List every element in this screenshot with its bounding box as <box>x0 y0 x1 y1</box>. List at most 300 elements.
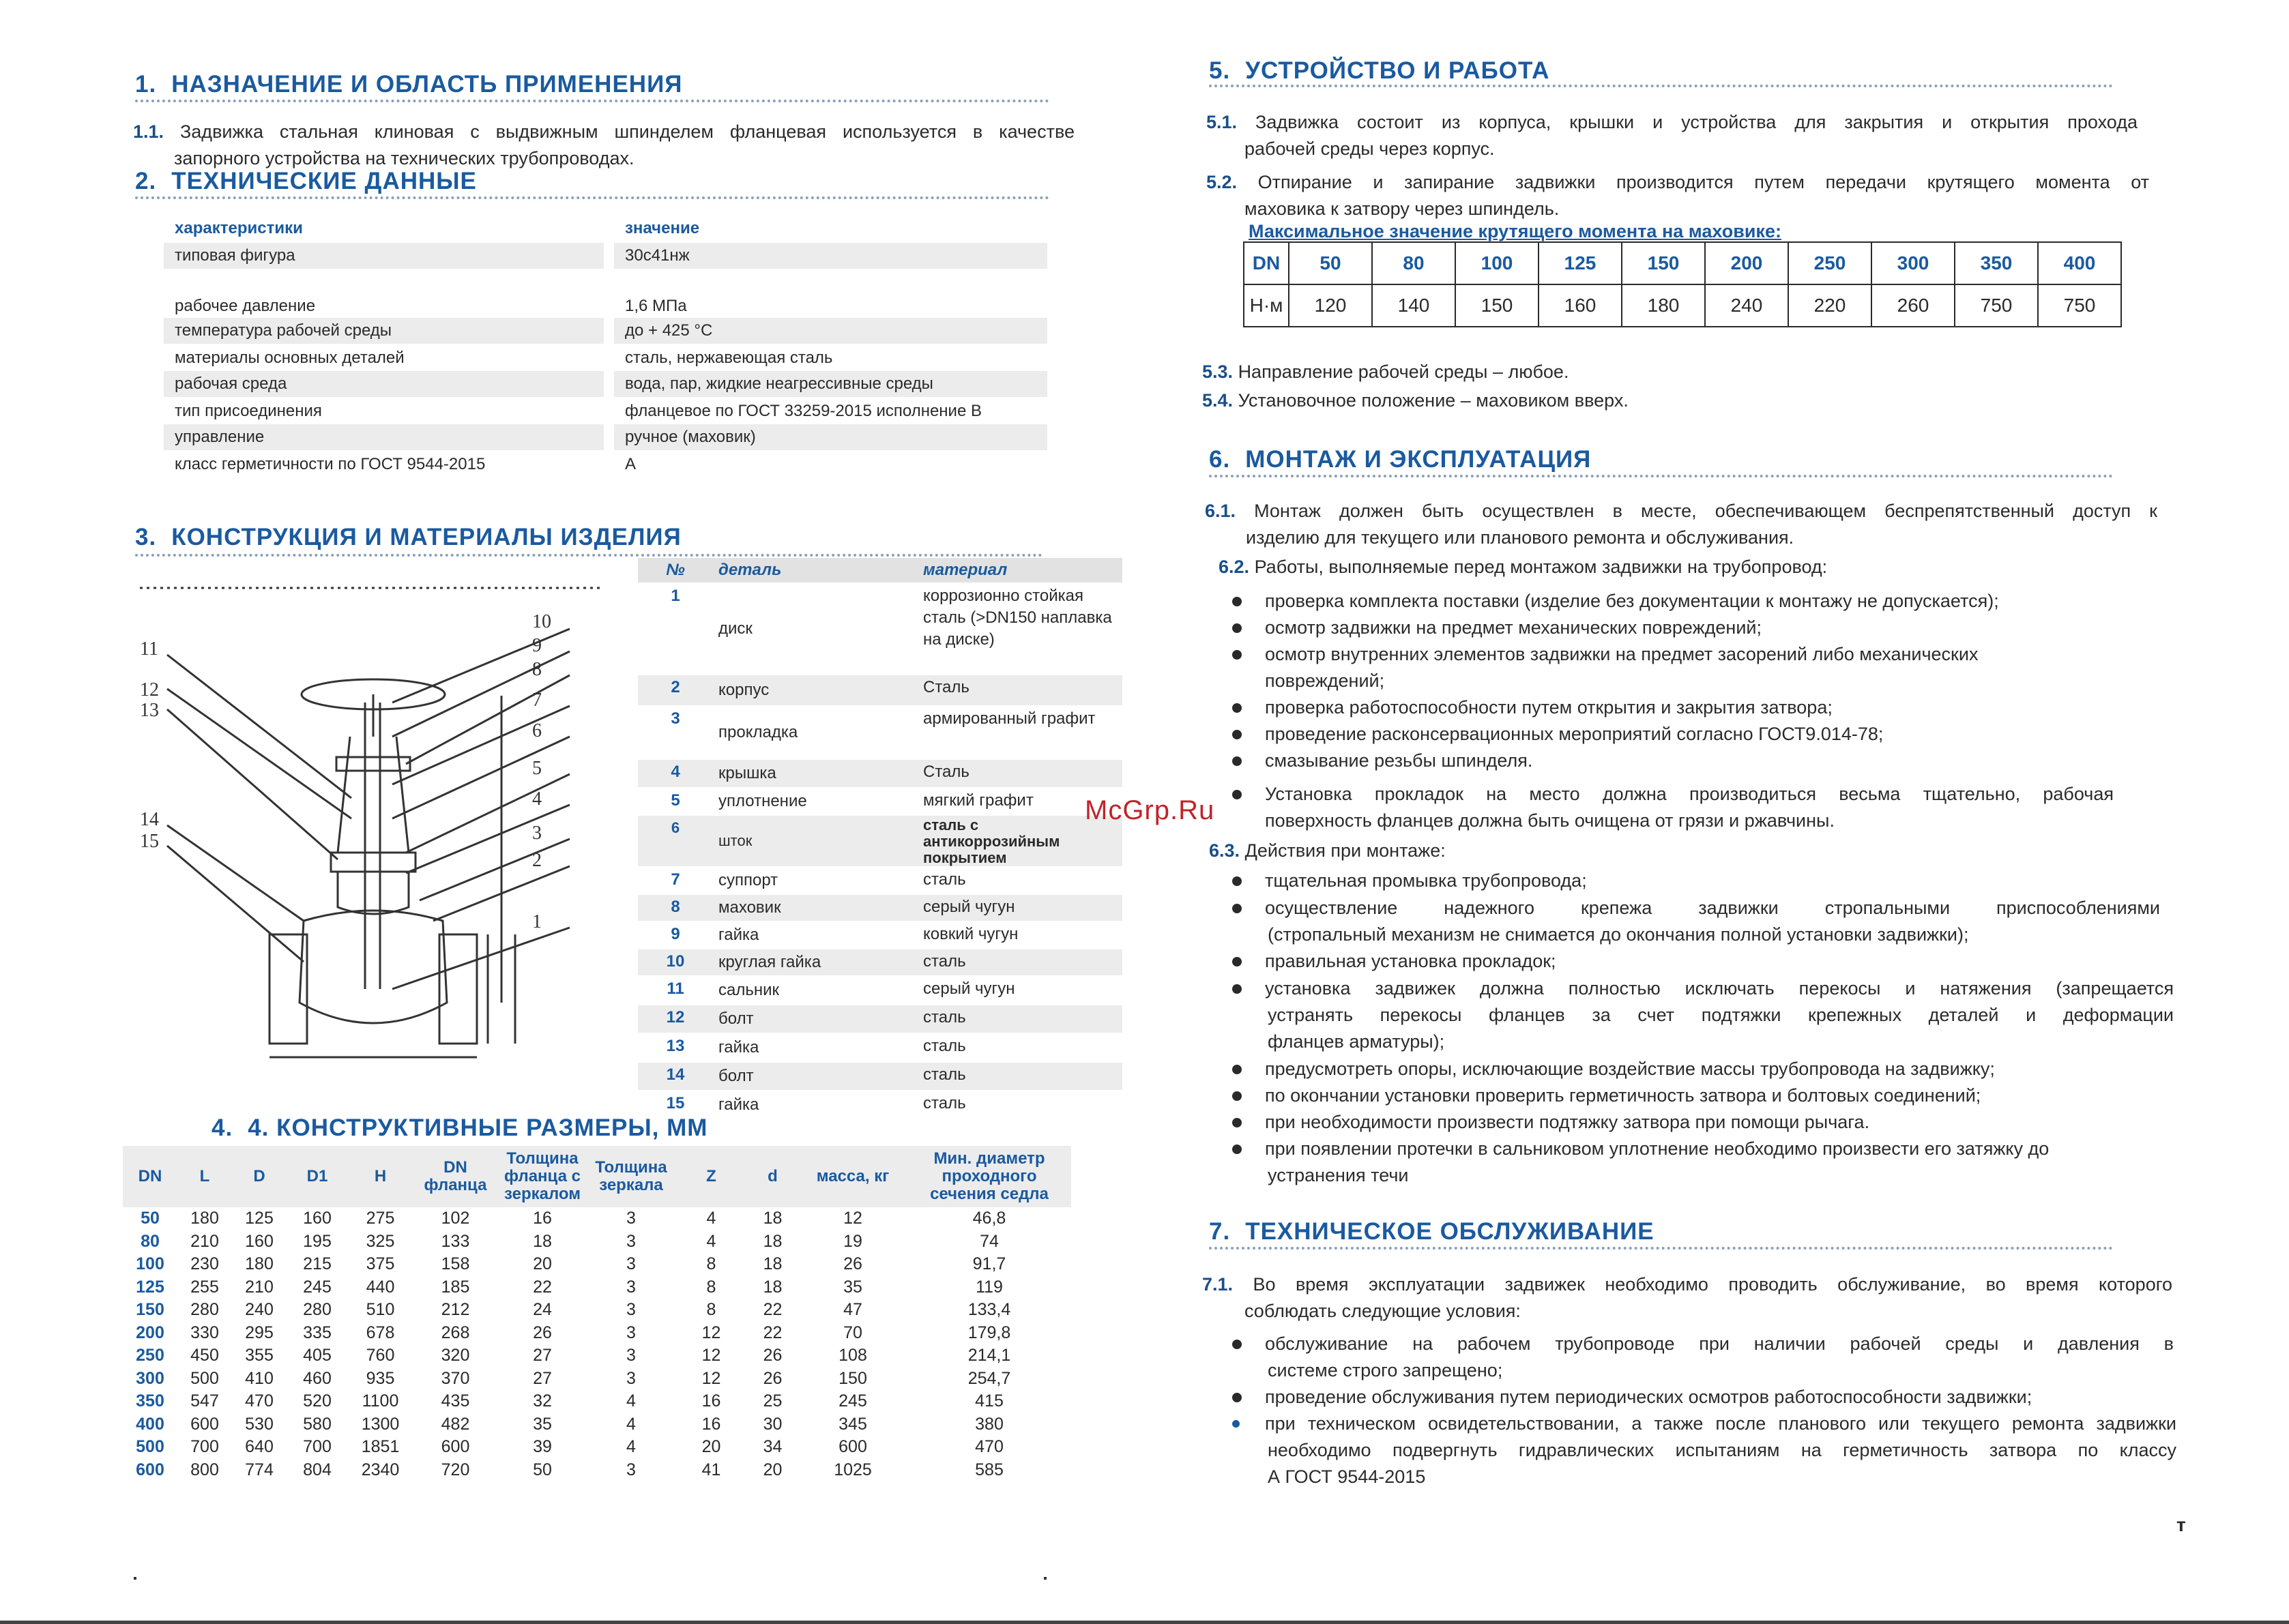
table-cell: 70 <box>843 1323 862 1342</box>
divider <box>1209 85 2113 87</box>
table-cell: 410 <box>245 1368 274 1388</box>
drawing-label: 10 <box>532 611 551 632</box>
table-cell: 1025 <box>834 1460 872 1479</box>
cell: сталь <box>923 1037 966 1055</box>
table-cell: 1100 <box>362 1391 399 1411</box>
table-row <box>164 398 1047 424</box>
table-cell: 240 <box>1705 284 1788 327</box>
list-item-text: Установка прокладок на место должна производиться весьма тщательно, рабочая <box>1265 784 2114 804</box>
table-row <box>123 1436 1071 1459</box>
drawing-label: 7 <box>532 690 542 711</box>
section-4-heading <box>212 1114 708 1142</box>
table-cell: 600 <box>190 1414 219 1434</box>
table-row <box>638 584 1122 675</box>
table-cell: 510 <box>366 1300 395 1320</box>
list-item: предусмотреть опоры, исключающие воздействие массы трубопровода на задвижку; <box>1265 1059 1995 1079</box>
section-number: 3. <box>135 524 157 550</box>
cell: 11 <box>667 979 684 998</box>
header-cell: D <box>232 1146 287 1207</box>
clause-number: 5.2. <box>1206 172 1238 192</box>
table-cell: 160 <box>303 1209 332 1228</box>
table-cell: 220 <box>1788 284 1871 327</box>
cell: болт <box>718 1009 754 1028</box>
cell: 10 <box>666 952 685 971</box>
list-item-text: осмотр внутренних элементов задвижки на предмет засорений либо механических <box>1265 644 1979 664</box>
table-cell: 32 <box>533 1391 552 1411</box>
list-item <box>1265 641 1978 694</box>
drawing-label: 4 <box>532 788 542 810</box>
table-cell: 640 <box>245 1437 274 1457</box>
table-row <box>638 1005 1122 1034</box>
table-cell: 330 <box>190 1323 219 1342</box>
cell: корпус <box>718 681 770 699</box>
watermark: McGrp.Ru <box>1085 795 1215 825</box>
table-cell: 804 <box>303 1460 332 1479</box>
table-cell: 150 <box>136 1300 164 1320</box>
cell: материалы основных деталей <box>175 349 405 367</box>
header-cell: 400 <box>2038 242 2121 284</box>
cell: сталь с антикоррозийным покрытием <box>923 816 1060 866</box>
table-cell: 47 <box>843 1300 862 1320</box>
table-cell: 34 <box>763 1437 783 1457</box>
table-cell: 158 <box>441 1254 470 1274</box>
bullet-icon <box>1232 756 1242 766</box>
cell: мягкий графит <box>923 791 1034 810</box>
list-item: проведение обслуживания путем периодических осмотров работоспособности задвижки; <box>1265 1387 2032 1407</box>
cell: шток <box>718 832 753 849</box>
table-cell: 255 <box>190 1277 219 1297</box>
table-cell: 18 <box>763 1277 783 1297</box>
cell: рабочая среда <box>164 371 604 397</box>
table-cell: 20 <box>701 1437 721 1457</box>
table-row <box>638 922 1122 949</box>
paragraph-7-1 <box>1202 1271 2172 1325</box>
valve-drawing <box>133 580 611 1064</box>
table-row <box>638 707 1122 760</box>
table-cell: 8 <box>706 1277 716 1297</box>
cell: 15 <box>666 1094 685 1112</box>
table-cell: Н·м <box>1244 284 1289 327</box>
drawing-label: 11 <box>140 638 158 660</box>
table-cell: 22 <box>533 1277 552 1297</box>
list-item-text: необходимо подвергнуть гидравлических испытаниям на герметичность затвора по классу <box>1268 1440 2176 1460</box>
section-number: 4. <box>212 1114 233 1141</box>
table-cell: 4 <box>706 1209 716 1228</box>
table-cell: 41 <box>701 1460 721 1479</box>
list-item-text: поверхность фланцев должна быть очищена от грязи и ржавчины. <box>1265 810 1835 831</box>
table-cell: 3 <box>626 1231 636 1251</box>
table-cell: 30 <box>763 1414 783 1434</box>
cell: типовая фигура <box>164 243 604 269</box>
paragraph-5-3 <box>1202 359 1569 385</box>
bullet-icon <box>1232 876 1242 886</box>
table-cell: 74 <box>980 1231 999 1251</box>
cell: круглая гайка <box>718 953 821 971</box>
table-row <box>638 1063 1122 1091</box>
table-cell: 245 <box>839 1391 867 1411</box>
clause-text: запорного устройства на технических трубопроводах. <box>174 148 635 168</box>
cell: 8 <box>671 898 680 916</box>
section-5-heading <box>1209 57 1549 85</box>
bullet-icon <box>1232 597 1242 606</box>
table-row <box>638 949 1122 977</box>
section-1-heading <box>135 71 682 98</box>
table-row <box>638 868 1122 895</box>
clause-number: 6.1. <box>1205 501 1236 521</box>
table-cell: 12 <box>701 1368 721 1388</box>
table-cell: 212 <box>441 1300 470 1320</box>
table-cell: 380 <box>975 1414 1004 1434</box>
table-cell: 700 <box>303 1437 332 1457</box>
table-row <box>164 452 1047 479</box>
table-cell: 530 <box>245 1414 274 1434</box>
table-cell: 195 <box>303 1231 332 1251</box>
dot-mark <box>134 1577 136 1580</box>
table-cell: 26 <box>533 1323 552 1342</box>
table-row <box>123 1344 1071 1368</box>
cell: сталь <box>923 952 966 971</box>
section-number: 5. <box>1209 57 1231 84</box>
table-cell: 140 <box>1372 284 1455 327</box>
section-number: 2. <box>135 168 157 194</box>
table-cell: 180 <box>190 1209 219 1228</box>
table-cell: 482 <box>441 1414 470 1434</box>
table-cell: 415 <box>975 1391 1004 1411</box>
clause-text: Задвижка стальная клиновая с выдвижным шпинделем фланцевая используется в качестве <box>179 121 1075 142</box>
table-cell: 254,7 <box>967 1368 1011 1388</box>
table-row <box>123 1413 1071 1436</box>
table-cell: 260 <box>1871 284 1955 327</box>
drawing-label: 13 <box>140 700 159 721</box>
table-cell: 460 <box>303 1368 332 1388</box>
table-row <box>123 1322 1071 1345</box>
table-row <box>638 977 1122 1005</box>
table-cell: 91,7 <box>972 1254 1006 1274</box>
list-item <box>1265 781 2114 834</box>
header-cell: DN <box>1244 242 1289 284</box>
table-cell: 125 <box>136 1277 164 1297</box>
cell: управление <box>164 424 604 450</box>
header-cell: d <box>747 1146 798 1207</box>
header-cell: деталь <box>718 561 782 579</box>
table-cell: 102 <box>441 1209 470 1228</box>
table-cell: 370 <box>441 1368 470 1388</box>
table-cell: 19 <box>843 1231 862 1251</box>
clause-text: Отпирание и запирание задвижки производится путем передачи крутящего момента от <box>1257 172 2149 192</box>
section-number: 1. <box>135 71 157 98</box>
table-row <box>123 1459 1071 1482</box>
cell: 30с41нж <box>614 243 1047 269</box>
header-cell: Толщина фланца с зеркалом <box>498 1146 587 1207</box>
table-cell: 27 <box>533 1368 552 1388</box>
list-item-text: при техническом освидетельствовании, а также после планового или текущего ремонта задвижки <box>1265 1413 2176 1434</box>
header-cell: H <box>348 1146 413 1207</box>
header-cell: 125 <box>1539 242 1622 284</box>
bullet-icon <box>1232 703 1242 713</box>
cell: суппорт <box>718 871 778 889</box>
clause-number: 6.2. <box>1219 557 1250 577</box>
divider <box>135 554 1043 557</box>
clause-number: 5.4. <box>1202 390 1234 411</box>
list-item: смазывание резьбы шпинделя. <box>1265 750 1533 771</box>
bullet-icon <box>1232 730 1242 739</box>
list-item-text: (стропальный механизм не снимается до окончания полной установки задвижки); <box>1268 924 1969 945</box>
cell: вода, пар, жидкие неагрессивные среды <box>614 371 1047 397</box>
cell: уплотнение <box>718 792 807 810</box>
drawing-label: 1 <box>532 911 542 932</box>
table-row <box>123 1253 1071 1276</box>
cell: 5 <box>671 791 680 810</box>
list-item: проверка работоспособности путем открытия и закрытия затвора; <box>1265 697 1833 718</box>
table-cell: 3 <box>626 1368 636 1388</box>
section-title: НАЗНАЧЕНИЕ И ОБЛАСТЬ ПРИМЕНЕНИЯ <box>171 71 683 98</box>
header-cell: D1 <box>287 1146 348 1207</box>
cell: 9 <box>671 925 680 943</box>
table-row <box>638 895 1122 922</box>
list-item <box>1265 1136 2049 1189</box>
cell: серый чугун <box>923 979 1015 998</box>
bullet-icon <box>1232 1340 1242 1349</box>
table-cell: 50 <box>533 1460 552 1479</box>
table-cell: 18 <box>763 1231 783 1251</box>
clause-text: маховика к затвору через шпиндель. <box>1244 198 1560 219</box>
table-cell: 180 <box>245 1254 274 1274</box>
cell: 6 <box>671 819 680 836</box>
bullet-icon <box>1232 957 1242 966</box>
cell: сталь, нержавеющая сталь <box>625 349 833 367</box>
list-item: тщательная промывка трубопровода; <box>1265 870 1587 891</box>
table-cell: 500 <box>136 1437 164 1457</box>
table-cell: 80 <box>141 1231 160 1251</box>
header-cell: DN <box>123 1146 177 1207</box>
table-cell: 268 <box>441 1323 470 1342</box>
table-cell: 16 <box>701 1414 721 1434</box>
table-cell: 3 <box>626 1300 636 1320</box>
cell: гайка <box>718 1095 759 1114</box>
table-cell: 470 <box>245 1391 274 1411</box>
bullet-icon <box>1232 650 1242 660</box>
table-cell: 3 <box>626 1323 636 1342</box>
header-cell: L <box>177 1146 232 1207</box>
list-item-text: А ГОСТ 9544-2015 <box>1268 1466 1426 1487</box>
cell: гайка <box>718 926 759 944</box>
bullet-icon <box>1232 1393 1242 1402</box>
table-cell: 700 <box>190 1437 219 1457</box>
bullet-icon <box>1232 623 1242 633</box>
list-item-text: обслуживание на рабочем трубопроводе при наличии рабочей среды и давления в <box>1265 1333 2174 1354</box>
paragraph-1-1 <box>133 119 1075 172</box>
list-item-text: при появлении протечки в сальниковом уплотнение необходимо произвести его затяжку до <box>1265 1138 2050 1159</box>
bullet-icon <box>1232 984 1242 994</box>
torque-table <box>1243 241 2122 327</box>
table-cell: 335 <box>303 1323 332 1342</box>
header-cell: 200 <box>1705 242 1788 284</box>
list-item: правильная установка прокладок; <box>1265 951 1556 971</box>
table-cell: 18 <box>533 1231 552 1251</box>
bullet-icon <box>1232 1118 1242 1127</box>
cell: крышка <box>718 764 776 782</box>
cell: фланцевое по ГОСТ 33259-2015 исполнение В <box>625 402 982 420</box>
drawing-label: 2 <box>532 850 542 871</box>
paragraph-5-2 <box>1206 169 2149 222</box>
cell: 1,6 МПа <box>625 297 687 315</box>
clause-number: 5.3. <box>1202 361 1234 382</box>
table-cell: 600 <box>441 1437 470 1457</box>
table-cell: 800 <box>190 1460 219 1479</box>
list-item-text: системе строго запрещено; <box>1268 1360 1503 1381</box>
paragraph-5-4 <box>1202 387 1629 414</box>
clause-number: 6.3. <box>1209 840 1240 861</box>
table-cell: 18 <box>763 1209 783 1228</box>
table-cell: 24 <box>533 1300 552 1320</box>
list-item <box>1265 1411 2176 1490</box>
table-row <box>638 816 1122 868</box>
header-cell: 300 <box>1871 242 1955 284</box>
list-item: проведение расконсервационных мероприятий согласно ГОСТ9.014-78; <box>1265 724 1884 744</box>
list-item-text: устранять перекосы фланцев за счет подтяжки крепежных деталей и деформации <box>1268 1005 2174 1025</box>
table-cell: 935 <box>366 1368 395 1388</box>
cell: 7 <box>671 870 680 889</box>
paragraph-6-2 <box>1219 554 1827 580</box>
list-item-text: установка задвижек должна полностью исключать перекосы и натяжения (запрещается <box>1265 978 2174 999</box>
header-cell: 50 <box>1289 242 1372 284</box>
cell: 1 <box>671 587 680 605</box>
table-cell: 345 <box>839 1414 867 1434</box>
table-cell: 214,1 <box>967 1346 1011 1365</box>
table-row <box>164 243 1047 270</box>
table-cell: 27 <box>533 1346 552 1365</box>
table-cell: 2340 <box>361 1460 400 1479</box>
table-cell: 215 <box>303 1254 332 1274</box>
drawing-label: 15 <box>140 831 159 852</box>
table-cell: 547 <box>190 1391 219 1411</box>
table-cell: 678 <box>366 1323 395 1342</box>
clause-text: изделию для текущего или планового ремонта и обслуживания. <box>1246 527 1794 548</box>
bullet-icon <box>1232 790 1242 799</box>
parts-table <box>638 558 1122 1120</box>
table-cell: 240 <box>245 1300 274 1320</box>
list-item: проверка комплекта поставки (изделие без документации к монтажу не допускается); <box>1265 591 1999 611</box>
table-cell: 230 <box>190 1254 219 1274</box>
table-cell: 280 <box>303 1300 332 1320</box>
divider <box>135 196 1049 199</box>
cell: сталь <box>923 870 966 889</box>
table-header <box>123 1146 1071 1207</box>
table-cell: 375 <box>366 1254 395 1274</box>
table-row <box>123 1230 1071 1254</box>
table-cell: 350 <box>136 1391 164 1411</box>
table-cell: 50 <box>141 1209 160 1228</box>
paragraph-6-3 <box>1209 838 1446 864</box>
cell: серый чугун <box>923 898 1015 916</box>
clause-text: Задвижка состоит из корпуса, крышки и устройства для закрытия и открытия прохода <box>1255 112 2138 132</box>
table-cell: 12 <box>701 1323 721 1342</box>
cell: тип присоединения <box>175 402 322 420</box>
table-cell: 450 <box>190 1346 219 1365</box>
table-cell: 133,4 <box>967 1300 1011 1320</box>
cell: диск <box>718 619 753 638</box>
table-cell: 500 <box>190 1368 219 1388</box>
cell: сальник <box>718 981 780 999</box>
table-cell: 185 <box>441 1277 470 1297</box>
table-cell: 3 <box>626 1254 636 1274</box>
table-cell: 133 <box>441 1231 470 1251</box>
header-cell: № <box>666 561 685 579</box>
bullet-icon <box>1232 1065 1242 1074</box>
table-cell: 160 <box>1539 284 1622 327</box>
tech-data-table <box>164 216 1047 479</box>
table-header <box>638 558 1122 584</box>
clause-number: 5.1. <box>1206 112 1238 132</box>
table-cell: 210 <box>190 1231 219 1251</box>
header-cell: 150 <box>1622 242 1705 284</box>
section-3-heading <box>135 524 682 551</box>
table-cell: 22 <box>763 1300 783 1320</box>
table-cell: 35 <box>843 1277 862 1297</box>
table-cell: 3 <box>626 1209 636 1228</box>
divider <box>1209 1247 2113 1250</box>
table-cell: 250 <box>136 1346 164 1365</box>
cell: сталь <box>923 1094 966 1112</box>
table-cell: 4 <box>626 1414 636 1434</box>
table-cell: 8 <box>706 1254 716 1274</box>
paragraph-5-1 <box>1206 109 2138 162</box>
header-cell: 250 <box>1788 242 1871 284</box>
table-cell: 22 <box>763 1323 783 1342</box>
cell: прокладка <box>718 723 798 741</box>
cell: 2 <box>671 678 680 696</box>
bottom-rule <box>0 1621 2289 1624</box>
clause-text: Установочное положение – маховиком вверх. <box>1238 390 1629 411</box>
list-item <box>1265 895 2160 948</box>
cell: гайка <box>718 1038 759 1057</box>
table-row <box>164 293 1047 318</box>
clause-text: рабочей среды через корпус. <box>1244 138 1495 159</box>
drawing-label: 3 <box>532 823 542 844</box>
list-item-text: осуществление надежного крепежа задвижки стропальными приспособлениями <box>1265 898 2160 918</box>
section-6-heading <box>1209 446 1591 473</box>
table-cell: 26 <box>763 1346 783 1365</box>
table-cell: 4 <box>626 1437 636 1457</box>
table-cell: 4 <box>626 1391 636 1411</box>
table-cell: 585 <box>975 1460 1004 1479</box>
table-row <box>638 1034 1122 1063</box>
table-row <box>123 1207 1071 1230</box>
section-7-heading <box>1209 1218 1654 1245</box>
bullet-icon <box>1232 1420 1240 1428</box>
bullet-icon <box>1232 1091 1242 1101</box>
list-item-text: повреждений; <box>1265 670 1385 691</box>
cell: ручное (маховик) <box>614 424 1047 450</box>
table-cell: 3 <box>626 1346 636 1365</box>
table-row <box>123 1299 1071 1322</box>
cell: ковкий чугун <box>923 925 1019 943</box>
table-cell: 12 <box>701 1346 721 1365</box>
table-cell: 210 <box>245 1277 274 1297</box>
divider <box>135 100 1049 102</box>
cell: болт <box>718 1067 754 1085</box>
cell: Сталь <box>923 678 969 696</box>
table-cell: 245 <box>303 1277 332 1297</box>
table-cell: 3 <box>626 1460 636 1479</box>
header-cell: материал <box>923 561 1008 579</box>
table-cell: 108 <box>839 1346 867 1365</box>
cell: до + 425 °С <box>614 318 1047 344</box>
table-cell: 720 <box>441 1460 470 1479</box>
table-cell: 46,8 <box>972 1209 1006 1228</box>
drawing-label: 9 <box>532 635 542 656</box>
divider <box>1209 475 2113 477</box>
